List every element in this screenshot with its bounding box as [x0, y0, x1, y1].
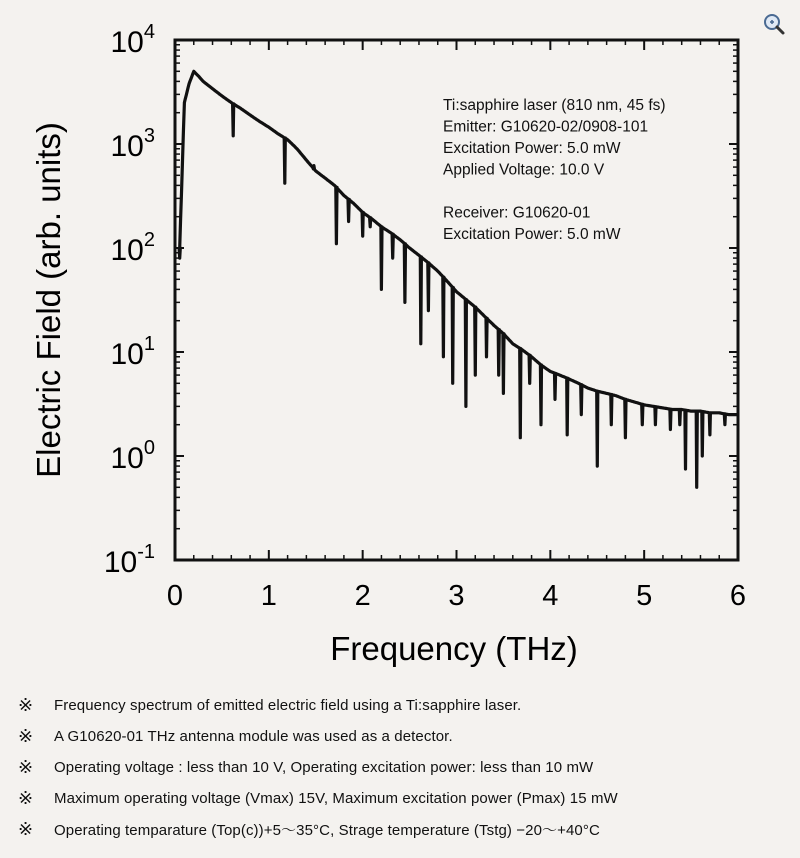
reference-mark: ※	[18, 695, 34, 715]
x-tick-label: 1	[260, 580, 277, 612]
note-text: Operating temparature (Top(c))+5～35°C, Strage temperature (Tstg) −20～+40°C	[54, 822, 600, 839]
info-line: Applied Voltage: 10.0 V	[443, 161, 605, 179]
reference-mark: ※	[18, 788, 34, 808]
x-tick-label: 3	[448, 580, 465, 612]
reference-mark: ※	[18, 757, 34, 777]
x-tick-label: 0	[166, 580, 184, 612]
x-tick-label: 5	[636, 580, 653, 612]
info-line: Ti:sapphire laser (810 nm, 45 fs)	[443, 97, 666, 114]
notes-list	[18, 690, 793, 845]
reference-mark: ※	[18, 726, 34, 746]
note-item	[18, 690, 793, 721]
info-line: Emitter: G10620-02/0908-101	[443, 118, 649, 136]
y-tick-label: $10^4$	[110, 21, 155, 59]
y-tick-label: $10^1$	[110, 333, 155, 371]
note-text: Operating voltage : less than 10 V, Operating excitation power: less than 10 mW	[54, 759, 594, 776]
y-axis-label: Electric Field (arb. units)	[30, 122, 67, 478]
note-text: A G10620-01 THz antenna module was used as a detector.	[54, 728, 453, 745]
y-tick-label: $10^3$	[110, 125, 155, 163]
info-line: Excitation Power: 5.0 mW	[443, 226, 621, 243]
note-item	[18, 752, 793, 783]
x-tick-label: 6	[729, 580, 747, 612]
note-item	[18, 783, 793, 814]
note-item	[18, 721, 793, 752]
note-text: Maximum operating voltage (Vmax) 15V, Maximum excitation power (Pmax) 15 mW	[54, 790, 618, 807]
y-tick-label: $10^2$	[110, 229, 155, 267]
x-tick-label: 2	[354, 580, 371, 612]
note-item	[18, 814, 793, 845]
y-tick-label: $10^0$	[110, 437, 155, 475]
info-line: Excitation Power: 5.0 mW	[443, 140, 621, 157]
x-tick-label: 4	[542, 580, 559, 612]
reference-mark: ※	[18, 819, 34, 839]
note-text: Frequency spectrum of emitted electric field using a Ti:sapphire laser.	[54, 697, 522, 714]
magnifier-zoom-icon[interactable]	[762, 12, 786, 36]
info-line: Receiver: G10620-01	[443, 204, 591, 222]
y-tick-label: $10^{-1}$	[103, 541, 155, 579]
x-axis-label: Frequency (THz)	[330, 630, 578, 667]
